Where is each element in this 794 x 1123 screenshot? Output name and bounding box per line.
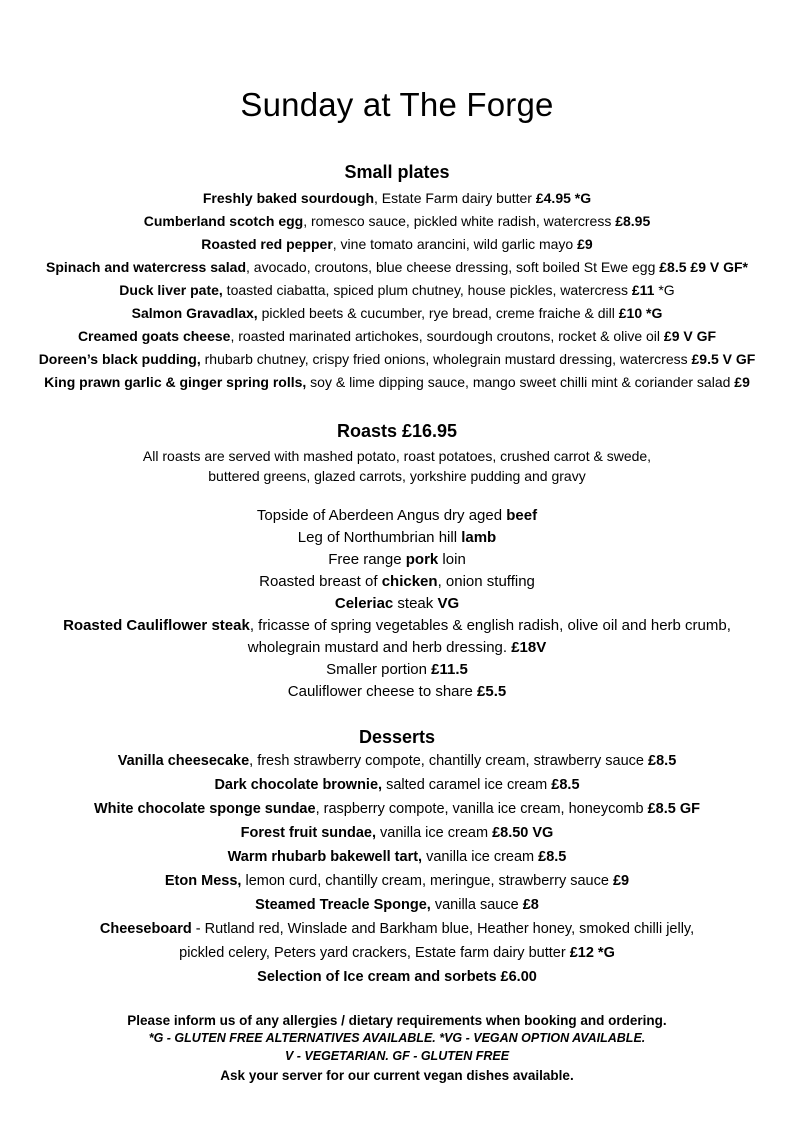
dish-price: £11.5 (431, 661, 468, 678)
cheeseboard-line-2 (0, 945, 794, 961)
small-plate-item (0, 190, 794, 206)
dessert-item (0, 777, 794, 793)
dish-name: Doreen’s black pudding, (38, 351, 201, 367)
dish-price: £9 (734, 374, 750, 390)
small-plate-item (0, 374, 794, 390)
dish-name: Roasted Cauliflower steak (63, 617, 250, 634)
roast-item (0, 573, 794, 590)
dish-desc: vanilla sauce (430, 897, 523, 913)
cheeseboard-line-1 (0, 921, 794, 937)
dish-price: £10 *G (618, 305, 663, 321)
dish-price: £8.50 VG (492, 825, 554, 841)
gluten-vegan-text: *G - GLUTEN FREE ALTERNATIVES AVAILABLE. *VG - VEGAN OPTION AVAILABLE. (148, 1031, 646, 1045)
dessert-item (0, 825, 794, 841)
roasts-intro-line-2: buttered greens, glazed carrots, yorkshire pudding and gravy (208, 468, 586, 484)
dish-desc: toasted ciabatta, spiced plum chutney, house pickles, watercress (222, 282, 632, 298)
roast-meat: lamb (461, 529, 497, 546)
roast-text: Free range (328, 551, 406, 568)
cauliflower-cheese (0, 683, 794, 700)
vegan-notice: Ask your server for our current vegan dishes available. (220, 1068, 574, 1083)
roast-meat: pork (405, 551, 439, 568)
dietary-tag: VG (437, 595, 460, 612)
small-plate-item (0, 305, 794, 321)
roast-text: loin (438, 551, 466, 568)
dish-name: Creamed goats cheese (77, 328, 231, 344)
small-plates-heading: Small plates (344, 162, 450, 182)
dish-price: £8.5 GF (647, 801, 700, 817)
dish-name: Freshly baked sourdough (202, 190, 375, 206)
smaller-portion-label: Smaller portion (326, 661, 432, 678)
roast-text: Topside of Aberdeen Angus dry aged (256, 507, 507, 524)
dessert-item (0, 801, 794, 817)
roasts-heading: Roasts £16.95 (336, 421, 458, 441)
roast-meat: chicken (381, 573, 438, 590)
roast-item (0, 507, 794, 524)
dish-price: £8.5 £9 V GF* (659, 259, 748, 275)
share-label: Cauliflower cheese to share (287, 683, 478, 700)
dish-desc: vanilla ice cream (376, 825, 493, 841)
dish-name: Roasted red pepper (201, 236, 333, 252)
dish-desc: rhubarb chutney, crispy fried onions, wholegrain mustard dressing, watercress (200, 351, 692, 367)
small-plate-item (0, 328, 794, 344)
dish-price: £18V (511, 639, 547, 656)
cauliflower-steak-line-1 (0, 617, 794, 634)
dish-desc: soy & lime dipping sauce, mango sweet chilli mint & coriander salad (306, 374, 735, 390)
dessert-item (0, 873, 794, 889)
desserts-heading: Desserts (358, 727, 436, 747)
roast-text: Roasted breast of (259, 573, 382, 590)
allergy-notice: Please inform us of any allergies / dietary requirements when booking and ordering. (127, 1013, 667, 1028)
dish-name: Dark chocolate brownie, (214, 777, 383, 793)
dish-price: £8 (522, 897, 539, 913)
dish-price: £8.5 (551, 777, 580, 793)
dish-desc: pickled celery, Peters yard crackers, Estate farm dairy butter (179, 945, 570, 961)
dish-desc: , roasted marinated artichokes, sourdough croutons, rocket & olive oil (230, 328, 664, 344)
dish-desc: , Estate Farm dairy butter (374, 190, 536, 206)
dish-desc: , raspberry compote, vanilla ice cream, honeycomb (315, 801, 648, 817)
dish-desc: , fricasse of spring vegetables & english radish, olive oil and herb crumb, (249, 617, 731, 634)
dish-name: Eton Mess, (164, 873, 242, 889)
dish-desc: wholegrain mustard and herb dressing. (247, 639, 512, 656)
roast-text: Leg of Northumbrian hill (297, 529, 462, 546)
gluten-vegan-notice (0, 1031, 794, 1045)
small-plate-item (0, 236, 794, 252)
cauliflower-steak-line-2 (0, 639, 794, 656)
roast-item (0, 529, 794, 546)
dessert-item (0, 897, 794, 913)
small-plate-item (0, 259, 794, 275)
dish-price: £11 (631, 282, 655, 298)
dish-desc: , avocado, croutons, blue cheese dressing, soft boiled St Ewe egg (246, 259, 660, 275)
dessert-item (0, 753, 794, 769)
roast-meat: beef (506, 507, 538, 524)
vegetarian-notice (0, 1049, 794, 1063)
dish-price: £8.5 (648, 753, 677, 769)
dish-price: £4.95 *G (535, 190, 592, 206)
dish-price: £9.5 V GF (691, 351, 756, 367)
dish-name: Duck liver pate, (119, 282, 223, 298)
small-plate-item (0, 351, 794, 367)
dish-price: £8.5 (538, 849, 567, 865)
dish-desc: vanilla ice cream (422, 849, 539, 865)
dish-name: Steamed Treacle Sponge, (255, 897, 431, 913)
dish-name: Vanilla cheesecake (117, 753, 250, 769)
smaller-portion (0, 661, 794, 678)
dish-price: £12 *G (569, 945, 615, 961)
dish-price: £8.95 (615, 213, 651, 229)
dish-price: £9 (577, 236, 593, 252)
dish-price: £5.5 (477, 683, 507, 700)
dish-desc: , romesco sauce, pickled white radish, watercress (303, 213, 616, 229)
roasts-intro-line-1: All roasts are served with mashed potato, roast potatoes, crushed carrot & swede, (142, 448, 652, 464)
dessert-item (0, 849, 794, 865)
dish-name: Forest fruit sundae, (240, 825, 377, 841)
roast-text: steak (393, 595, 438, 612)
dish-desc: , fresh strawberry compote, chantilly cream, strawberry sauce (249, 753, 649, 769)
dish-name: Spinach and watercress salad (46, 259, 246, 275)
dish-desc: pickled beets & cucumber, rye bread, creme fraiche & dill (257, 305, 619, 321)
menu-title: Sunday at The Forge (240, 86, 554, 123)
dish-name: King prawn garlic & ginger spring rolls, (44, 374, 307, 390)
dish-desc: - Rutland red, Winslade and Barkham blue, Heather honey, smoked chilli jelly, (191, 921, 695, 937)
roast-text: , onion stuffing (437, 573, 535, 590)
roast-item (0, 551, 794, 568)
dish-price: £9 V GF (663, 328, 717, 344)
roast-meat: Celeriac (334, 595, 394, 612)
ice-cream-selection: Selection of Ice cream and sorbets £6.00 (257, 969, 537, 985)
small-plate-item (0, 282, 794, 298)
dish-name: Salmon Gravadlax, (131, 305, 258, 321)
dish-suffix: *G (654, 282, 675, 298)
dish-desc: salted caramel ice cream (382, 777, 552, 793)
dish-name: White chocolate sponge sundae (94, 801, 316, 817)
dish-name: Cheeseboard (99, 921, 192, 937)
dish-name: Cumberland scotch egg (143, 213, 304, 229)
dish-name: Warm rhubarb bakewell tart, (227, 849, 423, 865)
dish-price: £9 (612, 873, 630, 889)
small-plate-item (0, 213, 794, 229)
dish-desc: , vine tomato arancini, wild garlic mayo (332, 236, 578, 252)
dish-desc: lemon curd, chantilly cream, meringue, strawberry sauce (241, 873, 613, 889)
vegetarian-text: V - VEGETARIAN. GF - GLUTEN FREE (284, 1049, 510, 1063)
roast-item (0, 595, 794, 612)
